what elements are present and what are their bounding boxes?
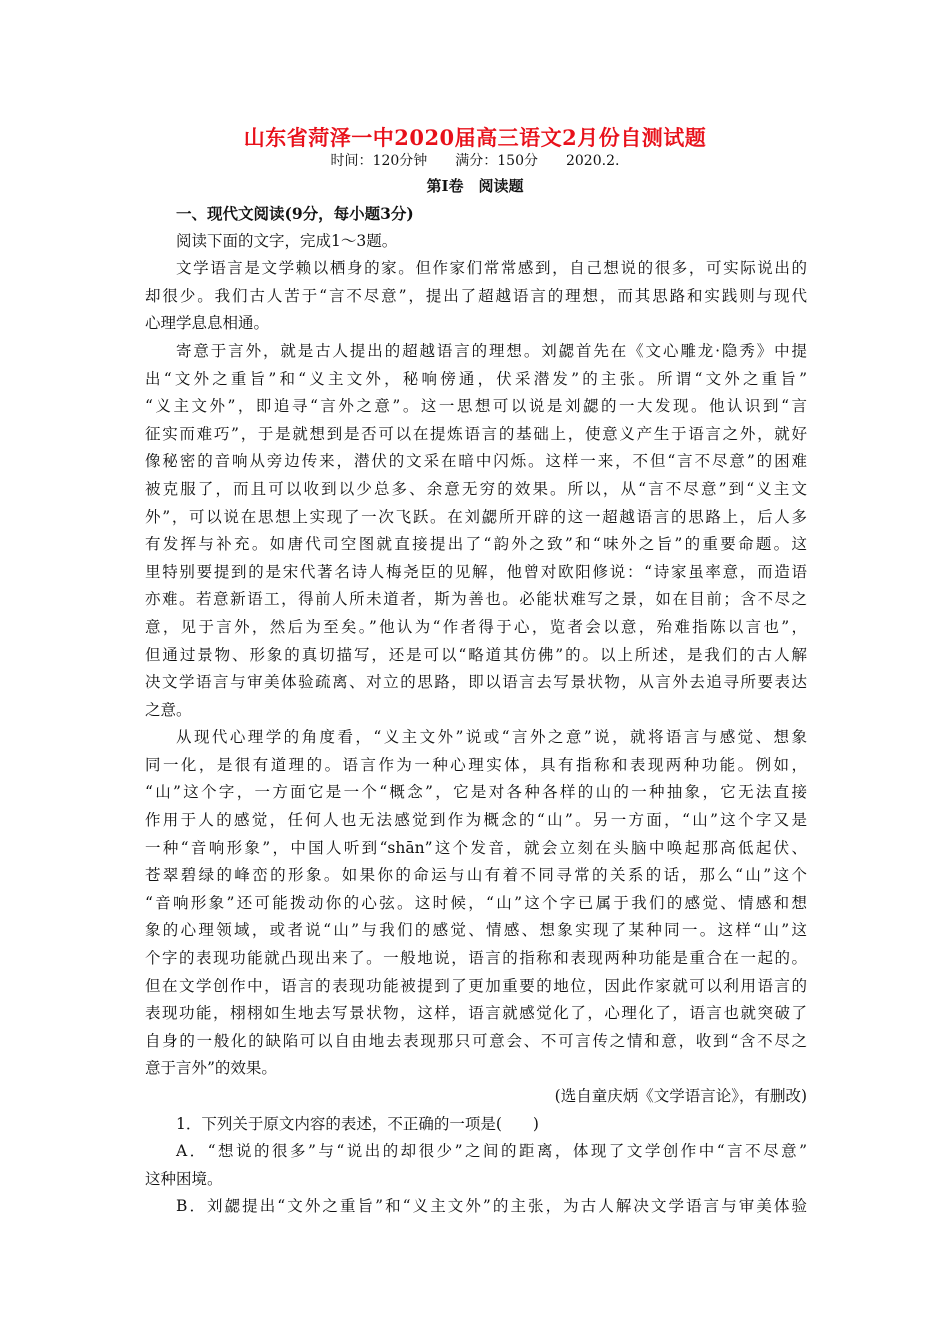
paragraph-line: 里特别要提到的是宋代著名诗人梅尧臣的见解，他曾对欧阳修说：“诗家虽率意，而造语 <box>145 562 807 581</box>
option-a-line: A．“想说的很多”与“说出的却很少”之间的距离，体现了文学创作中“言不尽意” <box>176 1142 807 1161</box>
paragraph-line: 自身的一般化的缺陷可以自由地去表现那只可意会、不可言传之情和意，收到“含不尽之 <box>145 1031 807 1050</box>
paragraph-line: 出“文外之重旨”和“义主文外，秘响傍通，伏采潜发”的主张。所谓“文外之重旨” <box>145 369 807 388</box>
paragraph-3 <box>145 724 807 1083</box>
paragraph-line: 表现功能，栩栩如生地去写景状物，这样，语言就感觉化了，心理化了，语言也就突破了 <box>145 1004 807 1023</box>
paragraph-line: 作用于人的感觉，任何人也无法感觉到作为概念的“山”。另一方面，“山”这个字又是 <box>145 811 807 830</box>
paragraph-line: 个字的表现功能就凸现出来了。一般地说，语言的指称和表现两种功能是重合在一起的。 <box>145 949 807 968</box>
paragraph-line: 从现代心理学的角度看，“义主文外”说或“言外之意”说，就将语言与感觉、想象 <box>176 728 807 747</box>
source-citation: (选自童庆炳《文学语言论》，有删改) <box>554 1087 807 1105</box>
paragraph-2 <box>145 338 807 724</box>
reading-content <box>145 200 807 1221</box>
paragraph-line: 征实而难巧”，于是就想到是否可以在提炼语言的基础上，使意义产生于语言之外，就好 <box>145 424 807 443</box>
paragraph-line: 寄意于言外，就是古人提出的超越语言的理想。刘勰首先在《文心雕龙·隐秀》中提 <box>176 341 807 360</box>
paragraph-1 <box>145 255 807 338</box>
section-heading: 一、现代文阅读(9分，每小题3分) <box>176 204 414 223</box>
volume-heading: 第Ⅰ卷 阅读题 <box>426 177 524 195</box>
paragraph-line: 苍翠碧绿的峰峦的形象。如果你的命运与山有着不同寻常的关系的话，那么“山”这个 <box>145 866 807 885</box>
question-stem: 1．下列关于原文内容的表述，不正确的一项是( ) <box>176 1114 539 1133</box>
paragraph-line: 但通过景物、形象的真切描写，还是可以“略道其仿佛”的。以上所述，是我们的古人解 <box>145 645 807 664</box>
paragraph-line: 但在文学创作中，语言的表现功能被提到了更加重要的地位，因此作家就可以利用语言的 <box>145 976 807 995</box>
question-1 <box>145 1111 807 1221</box>
option-a-line: 这种困境。 <box>145 1169 223 1188</box>
paragraph-line: 像秘密的音响从旁边传来，潜伏的文采在暗中闪烁。这样一来，不但“言不尽意”的困难 <box>145 452 807 471</box>
paragraph-line: 同一化，是很有道理的。语言作为一种心理实体，具有指称和表现两种功能。例如， <box>145 755 807 774</box>
paragraph-line: “山”这个字，一方面它是一个“概念”，它是对各种各样的山的一种抽象，它无法直接 <box>145 783 807 802</box>
paragraph-line: 心理学息息相通。 <box>145 314 270 333</box>
paragraph-line: 被克服了，而且可以收到以少总多、余意无穷的效果。所以，从“言不尽意”到“义主文 <box>145 479 807 498</box>
paragraph-line: “义主文外”，即追寻“言外之意”。这一思想可以说是刘勰的一大发现。他认识到“言 <box>145 397 807 416</box>
paragraph-line: 一种“音响形象”，中国人听到“shān”这个发音，就会立刻在头脑中唤起那高低起伏、 <box>145 838 807 857</box>
paragraph-line: 文学语言是文学赖以栖身的家。但作家们常常感到，自己想说的很多，可实际说出的 <box>176 259 807 278</box>
paragraph-line: 却很少。我们古人苦于“言不尽意”，提出了超越语言的理想，而其思路和实践则与现代 <box>145 286 807 305</box>
exam-title: 山东省菏泽一中2020届高三语文2月份自测试题 <box>243 125 707 150</box>
paragraph-line: 外”，可以说在思想上实现了一次飞跃。在刘勰所开辟的这一超越语言的思路上，后人多 <box>145 507 807 526</box>
paragraph-line: 意，见于言外，然后为至矣。”他认为“作者得于心，览者会以意，殆难指陈以言也”， <box>145 617 807 636</box>
paragraph-line: 决文学语言与审美体验疏离、对立的思路，即以语言去写景状物，从言外去追寻所要表达 <box>145 673 807 692</box>
exam-meta: 时间：120分钟 满分：150分 2020.2. <box>330 153 620 169</box>
option-b-line: B．刘勰提出“文外之重旨”和“义主文外”的主张，为古人解决文学语言与审美体验 <box>176 1197 807 1216</box>
paragraph-line: 亦难。若意新语工，得前人所未道者，斯为善也。必能状难写之景，如在目前；含不尽之 <box>145 590 807 609</box>
paragraph-line: “音响形象”还可能拨动你的心弦。这时候，“山”这个字已属于我们的感觉、情感和想 <box>145 893 807 912</box>
paragraph-line: 象的心理领域，或者说“山”与我们的感觉、情感、想象实现了某种同一。这样“山”这 <box>145 921 807 940</box>
instruction: 阅读下面的文字，完成1～3题。 <box>176 231 398 250</box>
paragraph-line: 意于言外”的效果。 <box>145 1059 277 1078</box>
paragraph-line: 有发挥与补充。如唐代司空图就直接提出了“韵外之致”和“味外之旨”的重要命题。这 <box>145 535 807 554</box>
paragraph-line: 之意。 <box>145 700 192 719</box>
